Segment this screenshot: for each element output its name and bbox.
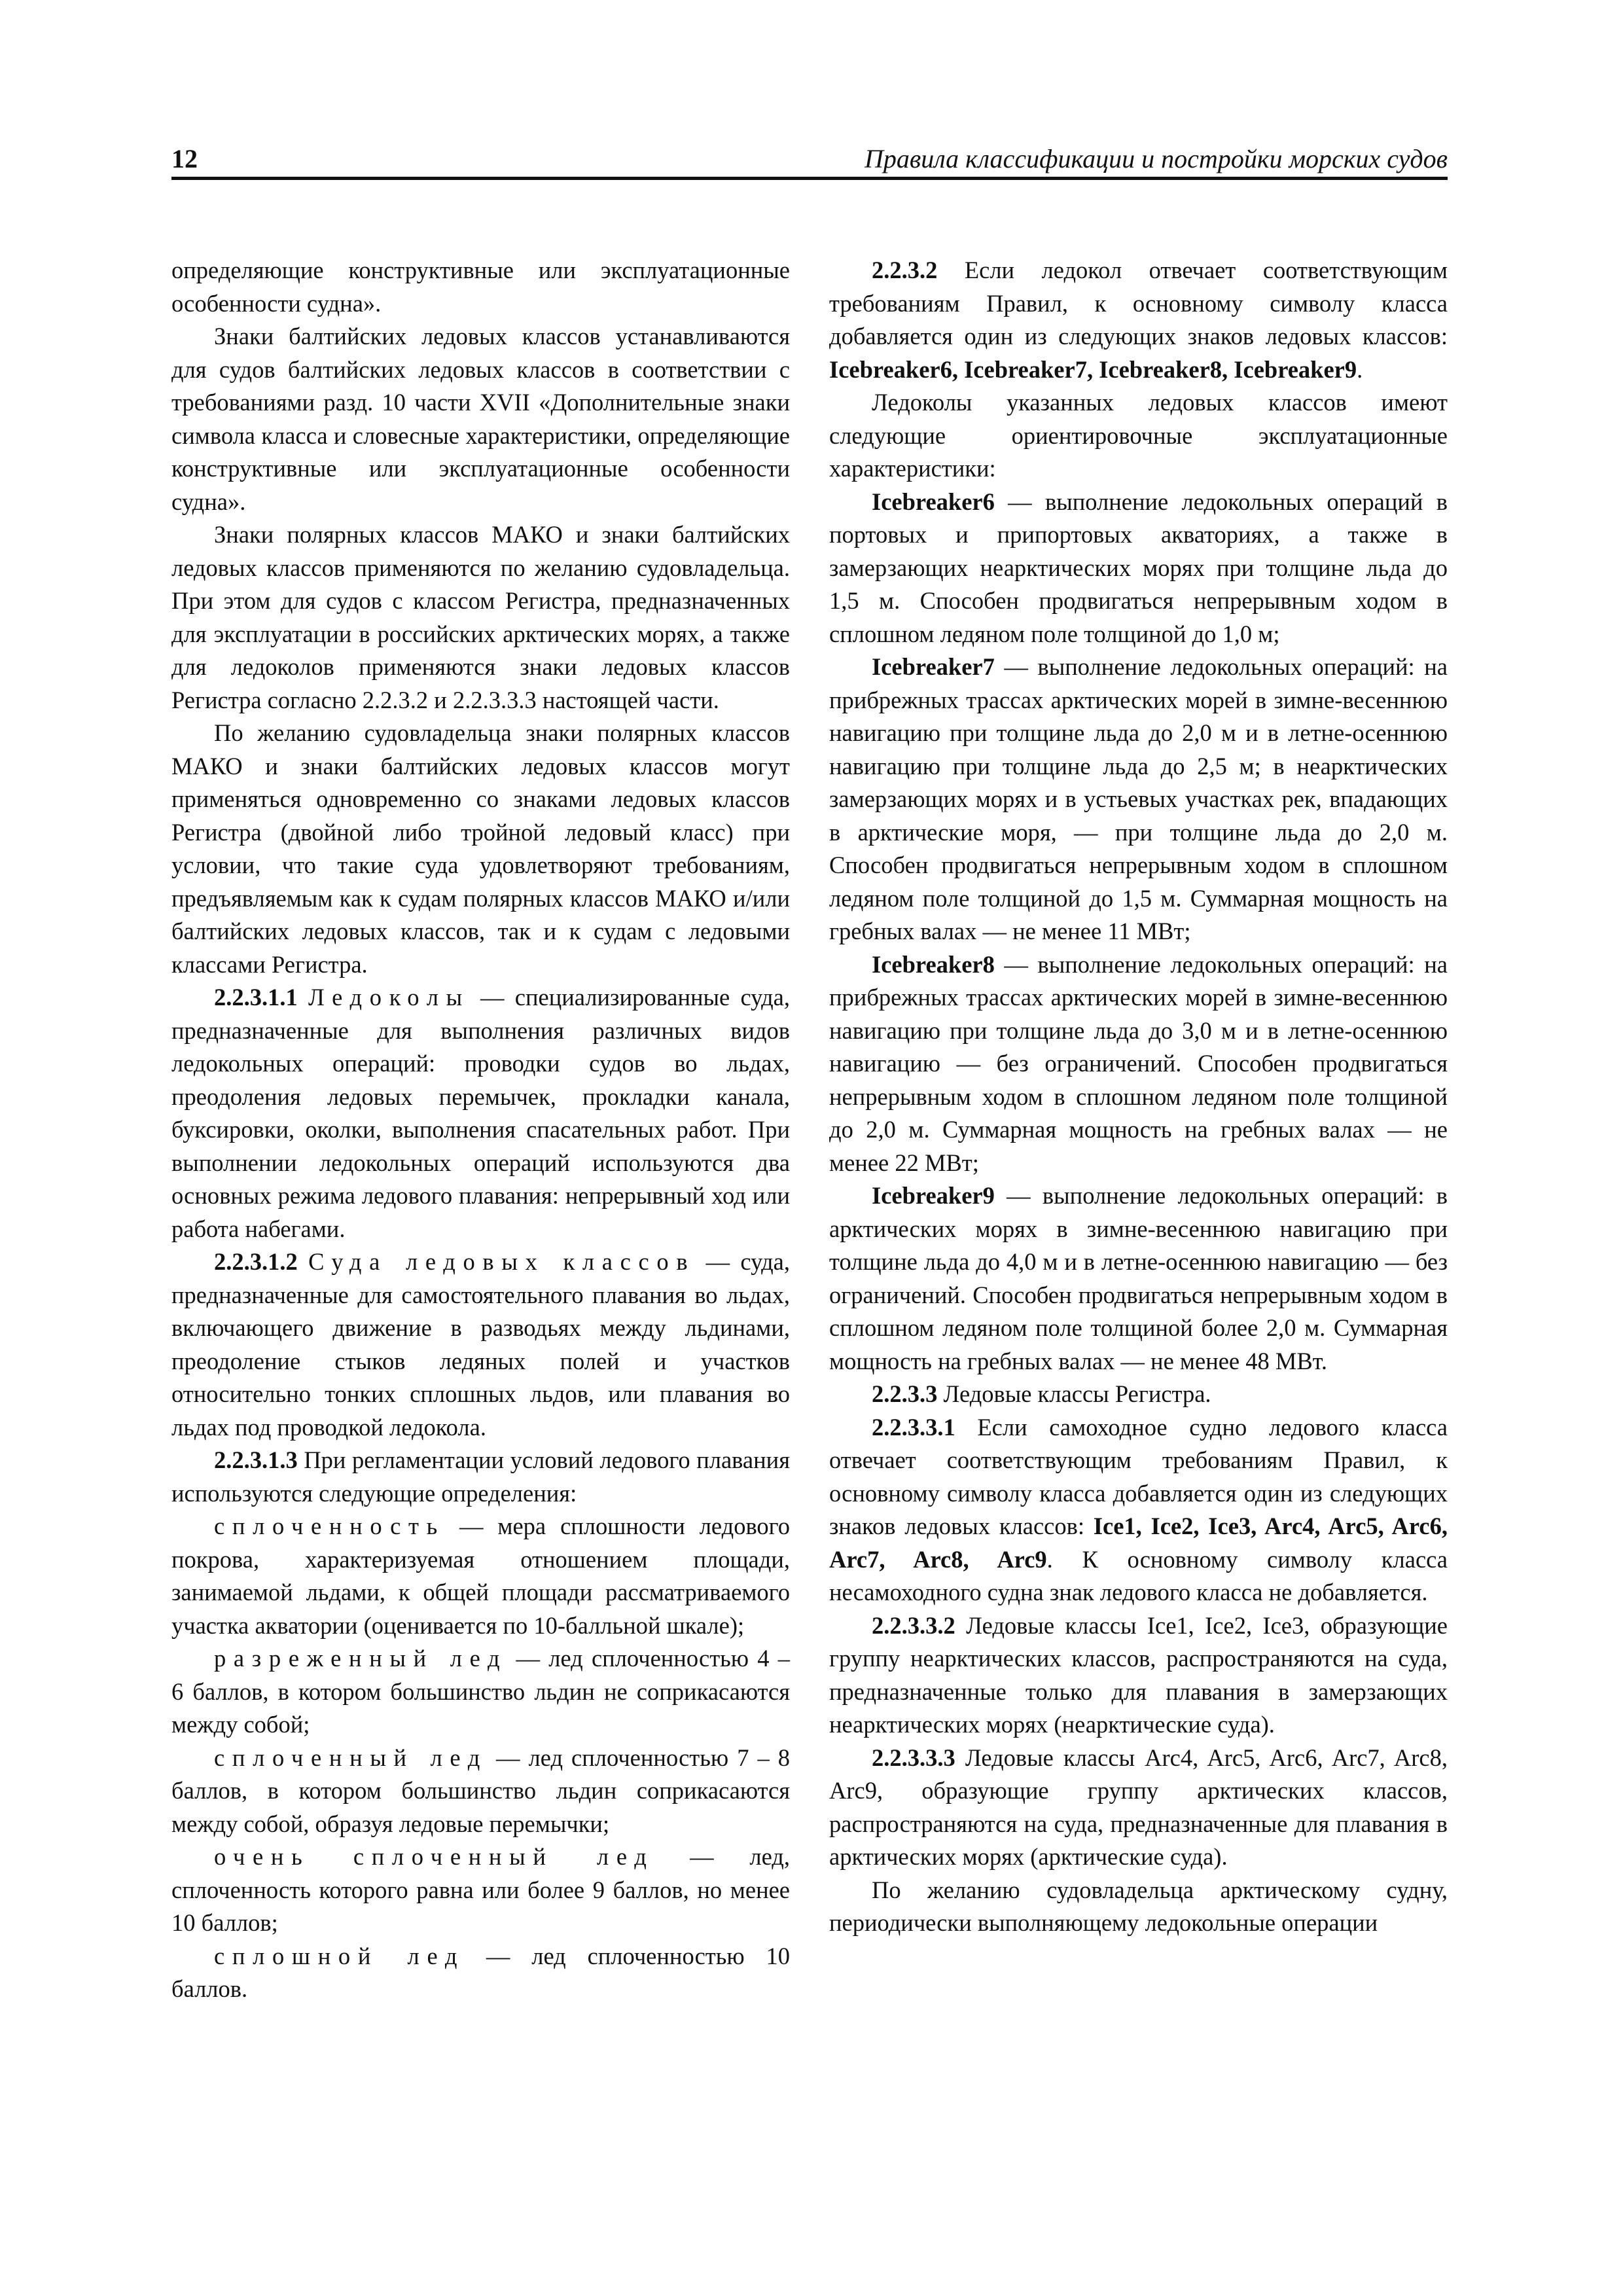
clause-text: — суда, предназначенные для самостоятельного плавания во льдах, включающего движение в разводьях между льдинами, преодоление стыков ледяных полей и участков относительно тонких сплошных льдов, или плавания во льдах под проводкой ледокола. bbox=[171, 1248, 790, 1441]
paragraph-2-2-3-3-1 bbox=[829, 1411, 1448, 1609]
clause-text: Ледовые классы Ice1, Ice2, Ice3, образующие группу неарктических классов, распространяются на суда, предназначенные только для плавания в замерзающих неарктических морях (неарктические суда). bbox=[829, 1611, 1448, 1738]
term: Суда ледовых классов bbox=[308, 1248, 696, 1275]
clause-text: — специализированные суда, предназначенные для выполнения различных видов ледокольных операций: проводки судов во льдах, преодоления ледовых перемычек, прокладки канала, буксировки, околки, выполнения спасательных работ. При выполнении ледокольных операций используются два основных режима ледового плавания: непрерывный ход или работа набегами. bbox=[171, 984, 791, 1242]
paragraph-2-2-3-3-2 bbox=[829, 1609, 1448, 1742]
definition-text: — выполнение ледокольных операций в портовых и припортовых акваториях, а также в замерзающих неарктических морях при толщине льда до 1,5 м. Способен продвигаться непрерывным ходом в сплошном ледяном поле толщиной до 1,0 м; bbox=[829, 488, 1448, 647]
class-mark: Icebreaker7 bbox=[872, 653, 995, 680]
definition-text: — лед, сплоченность которого равна или более 9 баллов, но менее 10 баллов; bbox=[171, 1843, 790, 1936]
paragraph-2-2-3-2 bbox=[829, 254, 1448, 386]
paragraph: Знаки полярных классов МАКО и знаки балтийских ледовых классов применяются по желанию судовладельца. При этом для судов с классом Регистра, предназначенных для эксплуатации в российских арктических морях, а также для ледоколов применяются знаки ледовых классов Регистра согласно 2.2.3.2 и 2.2.3.3.3 настоящей части. bbox=[171, 521, 790, 713]
paragraph: определяющие конструктивные или эксплуатационные особенности судна». bbox=[171, 257, 790, 317]
icebreaker-definition bbox=[829, 1179, 1448, 1378]
clause-number: 2.2.3.1.1 bbox=[214, 984, 298, 1011]
clause-text: . bbox=[1357, 355, 1363, 383]
paragraph: По желанию судовладельца арктическому судну, периодически выполняющему ледокольные операции bbox=[829, 1876, 1448, 1936]
class-mark: Icebreaker6 bbox=[872, 488, 995, 515]
clause-number: 2.2.3.3.3 bbox=[872, 1744, 955, 1771]
definition bbox=[171, 1642, 790, 1742]
class-mark: Icebreaker9 bbox=[872, 1182, 995, 1209]
paragraph: Ледоколы указанных ледовых классов имеют следующие ориентировочные эксплуатационные характеристики: bbox=[829, 389, 1448, 482]
paragraph: По желанию судовладельца знаки полярных классов МАКО и знаки балтийских ледовых классов могут применяться одновременно со знаками ледовых классов Регистра (двойной либо тройной ледовый класс) при условии, что такие суда удовлетворяют требованиям, предъявляемым как к судам полярных классов МАКО и/или балтийских ледовых классов, так и к судам с ледовыми классами Регистра. bbox=[171, 719, 790, 978]
term: разреженный лед bbox=[214, 1645, 508, 1672]
clause-text: Ледовые классы Регистра. bbox=[937, 1380, 1211, 1407]
definition-text: — выполнение ледокольных операций: на прибрежных трассах арктических морей в зимне-весеннюю навигацию при толщине льда до 3,0 м и в летне-осеннюю навигацию — без ограничений. Способен продвигаться непрерывным ходом в сплошном ледяном поле толщиной до 2,0 м. Суммарная мощность на гребных валах — не менее 22 МВт; bbox=[829, 950, 1448, 1176]
page-number: 12 bbox=[171, 144, 198, 173]
icebreaker-definition bbox=[829, 651, 1448, 948]
definition-text: — лед сплоченностью 10 баллов. bbox=[171, 1942, 790, 2002]
term: сплоченный лед bbox=[214, 1744, 488, 1771]
definition-text: — мера сплошности ледового покрова, характеризуемая отношением площади, занимаемой льдами, к общей площади рассматриваемого участка акватории (оценивается по 10-балльной шкале); bbox=[171, 1513, 790, 1639]
running-title: Правила классификации и постройки морских судов bbox=[864, 144, 1448, 173]
definition-text: — выполнение ледокольных операций: в арктических морях в зимне-весеннюю навигацию при толщине льда до 4,0 м и в летне-осеннюю навигацию — без ограничений. Способен продвигаться непрерывным ходом в сплошном ледяном поле толщиной более 2,0 м. Суммарная мощность на гребных валах — не менее 48 МВт. bbox=[829, 1182, 1448, 1374]
term: очень сплоченный лед bbox=[214, 1843, 654, 1870]
clause-number: 2.2.3.3.1 bbox=[872, 1413, 955, 1441]
page-header bbox=[171, 143, 1448, 175]
clause-text: . К основному символу класса несамоходного судна знак ледового класса не добавляется. bbox=[829, 1545, 1448, 1605]
definition-text: — лед сплоченностью 4 – 6 баллов, в котором большинство льдин не соприкасаются между собой; bbox=[171, 1645, 790, 1738]
clause-number: 2.2.3.3 bbox=[872, 1380, 938, 1407]
definition bbox=[171, 1510, 790, 1642]
definition bbox=[171, 1840, 790, 1940]
clause-text: Ледовые классы Arc4, Arc5, Arc6, Arc7, Arc8, Arc9, образующие группу арктических классов, распространяются на суда, предназначенные для плавания в арктических морях (арктические суда). bbox=[829, 1744, 1448, 1870]
term: сплошной лед bbox=[214, 1942, 465, 1969]
term: Ледоколы bbox=[308, 984, 470, 1011]
class-marks: Icebreaker6, Icebreaker7, Icebreaker8, Icebreaker9 bbox=[829, 355, 1357, 383]
clause-number: 2.2.3.3.2 bbox=[872, 1611, 955, 1639]
clause-number: 2.2.3.1.3 bbox=[214, 1446, 298, 1473]
clause-text: При регламентации условий ледового плавания используются следующие определения: bbox=[171, 1446, 790, 1507]
icebreaker-definition bbox=[829, 486, 1448, 651]
paragraph-2-2-3-3-3 bbox=[829, 1742, 1448, 1874]
clause-number: 2.2.3.2 bbox=[872, 257, 938, 283]
right-column bbox=[829, 254, 1448, 1940]
clause-text: Если самоходное судно ледового класса отвечает соответствующим требованиям Правил, к основному символу класса добавляется один из следующих знаков ледовых классов: bbox=[829, 1413, 1448, 1539]
clause-text: Если ледокол отвечает соответствующим требованиям Правил, к основному символу класса добавляется один из следующих знаков ледовых классов: bbox=[829, 257, 1448, 350]
paragraph-2-2-3-1-1 bbox=[171, 981, 790, 1246]
header-rule bbox=[171, 177, 1448, 180]
left-column bbox=[171, 254, 790, 2006]
paragraph: Знаки балтийских ледовых классов устанавливаются для судов балтийских ледовых классов в соответствии с требованиями разд. 10 части XVII «Дополнительные знаки символа класса и словесные характеристики, определяющие конструктивные или эксплуатационные особенности судна». bbox=[171, 323, 790, 515]
definition-text: — лед сплоченностью 7 – 8 баллов, в котором большинство льдин соприкасаются между собой, образуя ледовые перемычки; bbox=[171, 1744, 790, 1837]
paragraph-2-2-3-3 bbox=[829, 1378, 1448, 1411]
definition bbox=[171, 1742, 790, 1841]
definition-text: — выполнение ледокольных операций: на прибрежных трассах арктических морей в зимне-весеннюю навигацию при толщине льда до 2,0 м и в летне-осеннюю навигацию при толщине льда до 2,5 м; в неарктических замерзающих морях и в устьевых участках рек, впадающих в арктические моря, — при толщине льда до 2,0 м. Способен продвигаться непрерывным ходом в сплошном ледяном поле толщиной до 1,5 м. Суммарная мощность на гребных валах — не менее 11 МВт; bbox=[829, 653, 1448, 944]
class-marks: Ice1, Ice2, Ice3, Arc4, Arc5, Arc6, Arc7, Arc8, Arc9 bbox=[829, 1513, 1448, 1573]
clause-number: 2.2.3.1.2 bbox=[214, 1248, 298, 1275]
paragraph-2-2-3-1-3 bbox=[171, 1444, 790, 1510]
icebreaker-definition bbox=[829, 948, 1448, 1180]
term: сплоченность bbox=[214, 1513, 445, 1539]
class-mark: Icebreaker8 bbox=[872, 950, 995, 978]
definition bbox=[171, 1940, 790, 2006]
paragraph-2-2-3-1-2 bbox=[171, 1246, 790, 1444]
